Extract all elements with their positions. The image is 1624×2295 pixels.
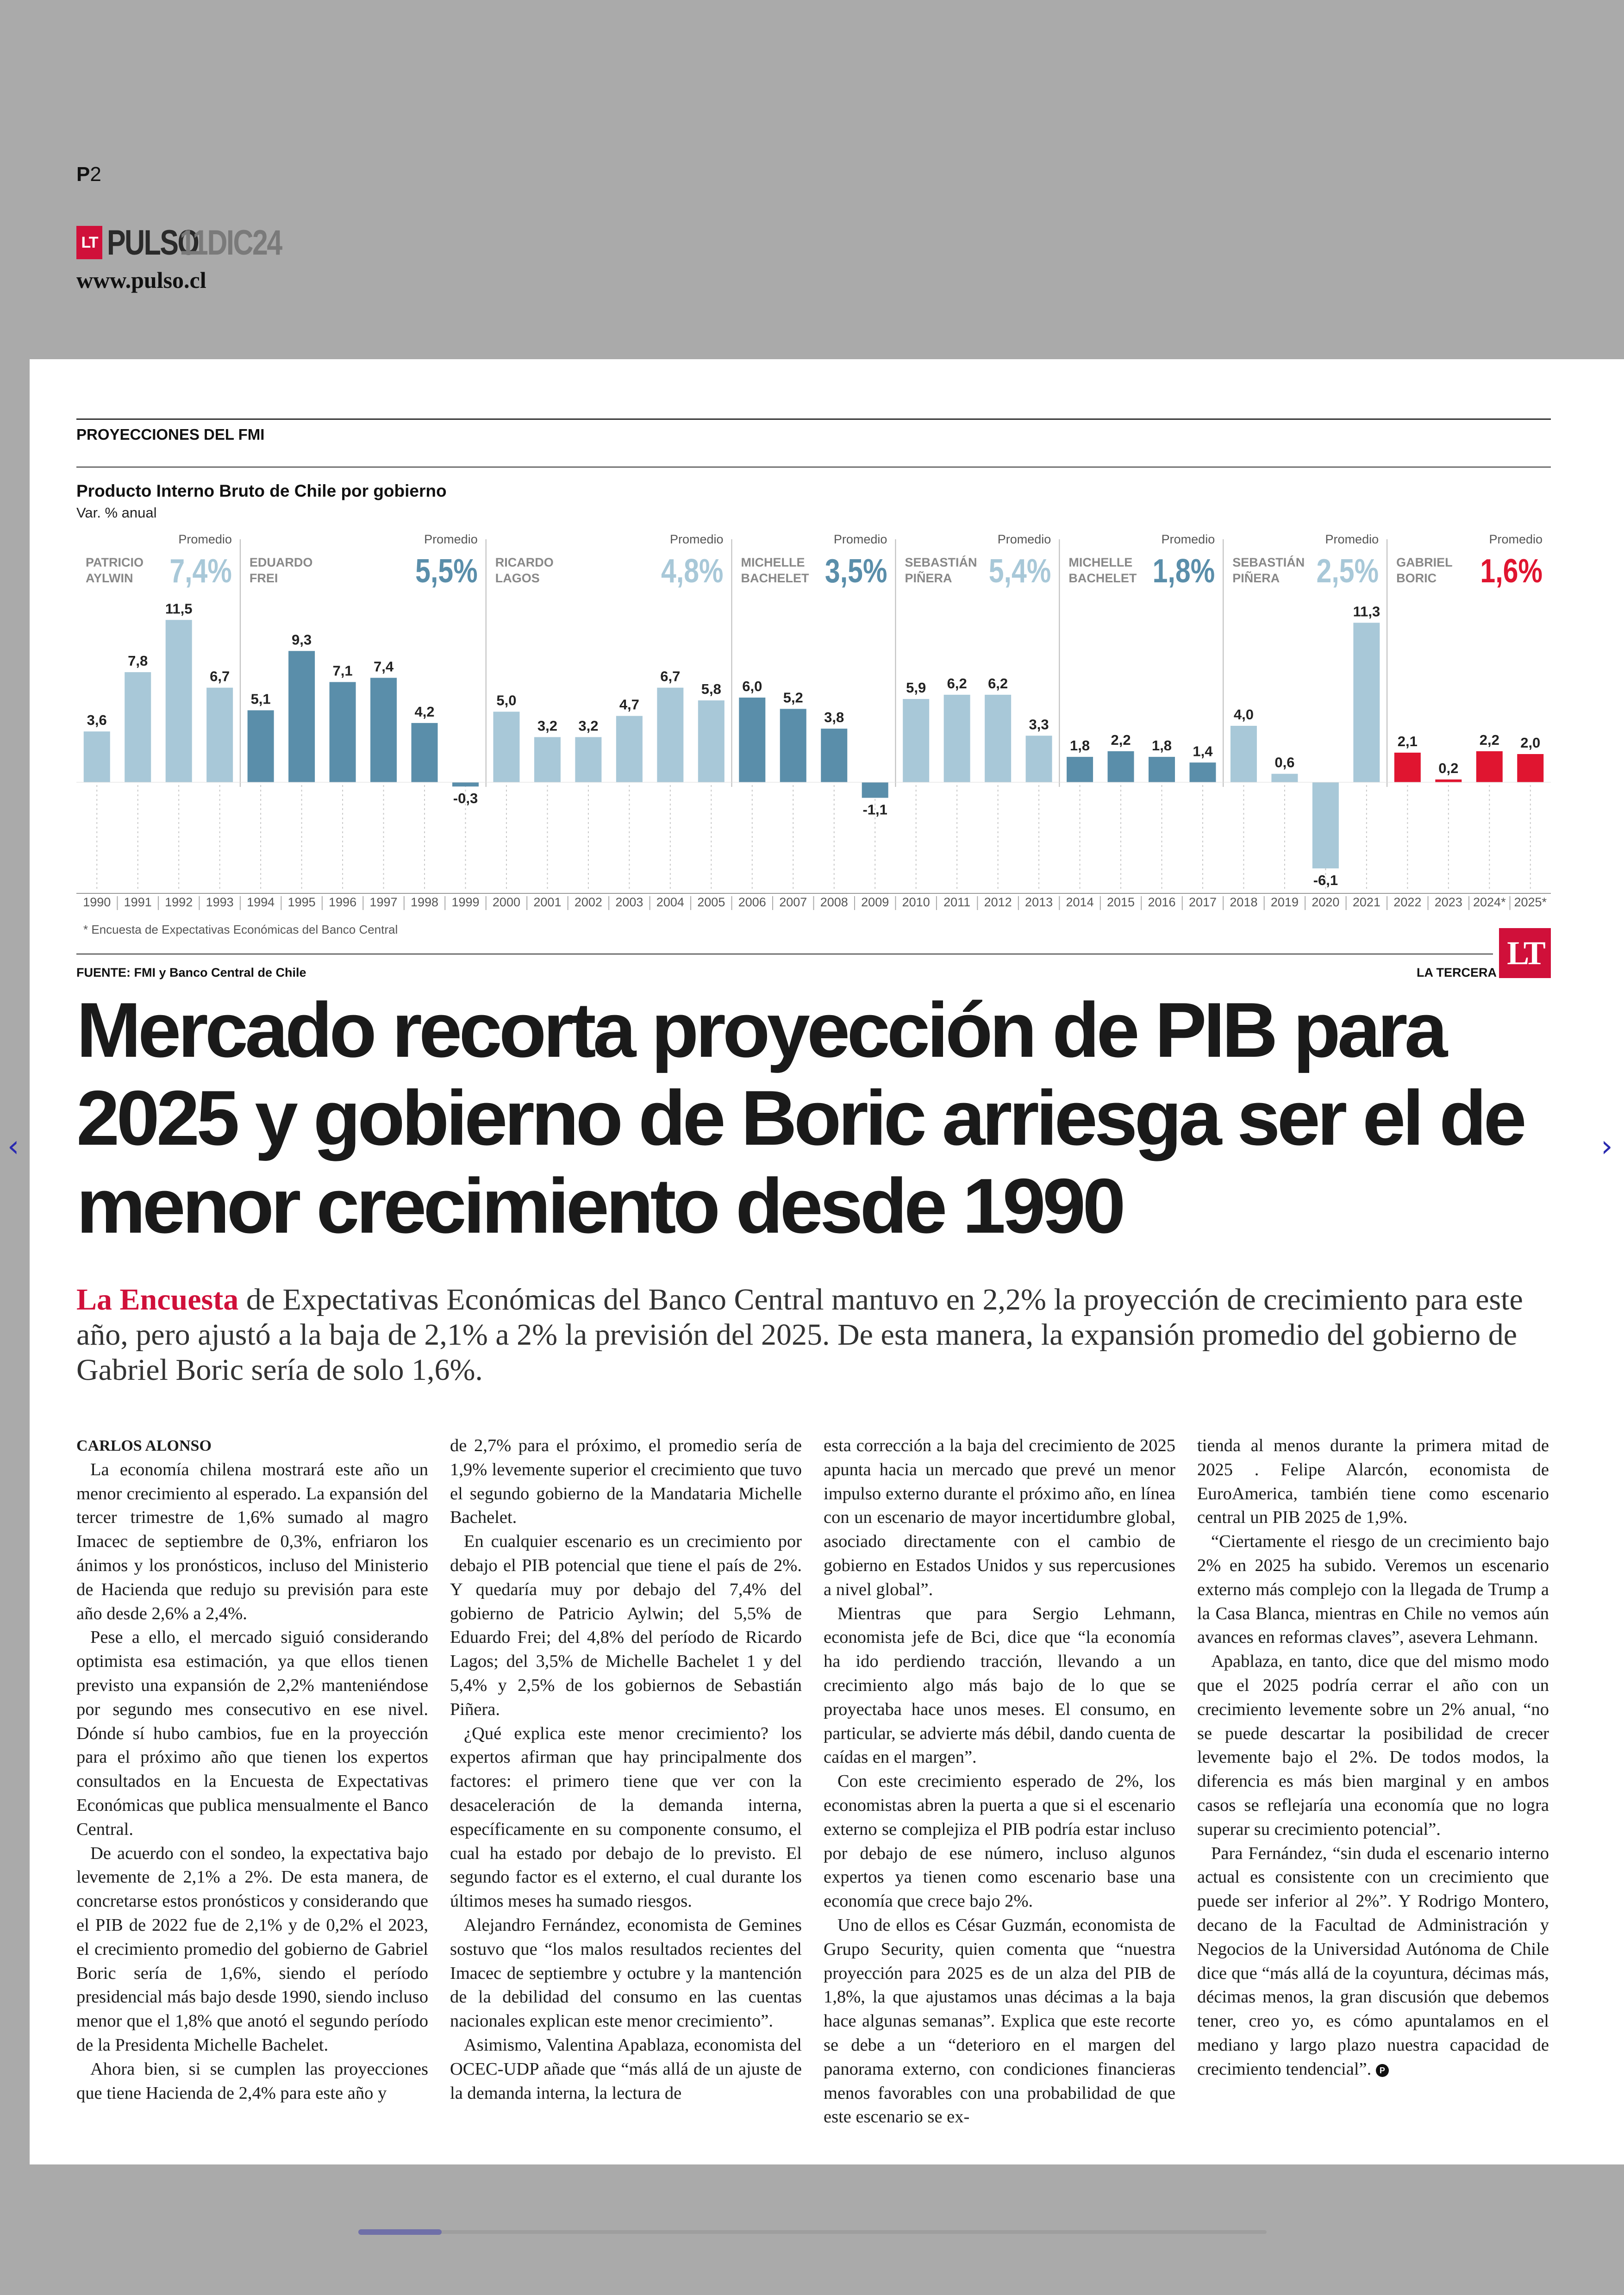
bar: [330, 682, 356, 782]
chart-footnote: * Encuesta de Expectativas Económicas del Banco Central: [83, 923, 398, 936]
government-name: SEBASTIÁN: [1232, 555, 1305, 569]
government-name: FREI: [249, 571, 278, 585]
headline: Mercado recorta proyección de PIB para 2025 y gobierno de Boric arriesga ser el de menor crecimiento desde 1990: [76, 986, 1524, 1249]
bar: [493, 712, 519, 783]
bar-value-label: 2,2: [1479, 731, 1499, 748]
paragraph: de 2,7% para el próximo, el promedio sería de 1,9% levemente superior el crecimiento que tuvo el segundo gobierno de la Mandataria Michelle Bachelet.: [450, 1436, 802, 1528]
x-tick-label: 1999: [451, 895, 480, 909]
chart-source: FUENTE: FMI y Banco Central de Chile: [76, 966, 306, 979]
bar-value-label: 7,8: [128, 653, 148, 669]
average-label: Promedio: [1489, 532, 1543, 546]
bar: [166, 620, 192, 782]
average-value: 5,5%: [415, 552, 478, 590]
average-label: Promedio: [833, 532, 887, 546]
x-tick-label: 2006: [738, 895, 766, 909]
x-tick-label: 2012: [984, 895, 1012, 909]
gdp-bar-chart: [76, 528, 1551, 917]
paragraph: En cualquier escenario es un crecimiento por debajo el PIB potencial que tiene el país de 2%. Y quedaría muy por debajo del 7,4% del gobierno de Patricio Aylwin; del 5,5% de Eduardo Frei; del 4,8% del período de Ricardo Lagos; del 3,5% de Michelle Bachelet 1 y del 5,4% y 2,5% de los gobiernos de Sebastián Piñera.: [450, 1532, 802, 1719]
x-tick-label: 2009: [861, 895, 889, 909]
government-name: GABRIEL: [1396, 555, 1453, 569]
bar: [657, 688, 683, 782]
page-scrollbar-thumb[interactable]: [358, 2229, 442, 2235]
bar: [780, 709, 806, 782]
bar: [248, 710, 274, 782]
previous-page-arrow-icon[interactable]: ‹: [7, 1129, 19, 1164]
chart-title: Producto Interno Bruto de Chile por gobierno: [76, 481, 447, 500]
bar: [616, 716, 643, 782]
page-number: P2: [76, 163, 101, 186]
x-tick-label: 2025*: [1514, 895, 1547, 909]
bar: [1026, 736, 1052, 782]
bar-value-label: 6,2: [988, 675, 1008, 692]
bar: [370, 678, 397, 782]
bar-value-label: 2,0: [1520, 735, 1541, 751]
bar: [1312, 782, 1339, 868]
section-rule-top: [76, 418, 1551, 420]
bar: [985, 695, 1011, 782]
bar-value-label: -6,1: [1313, 872, 1338, 889]
government-name: PIÑERA: [905, 571, 952, 585]
bar-value-label: 9,3: [292, 631, 312, 648]
x-tick-label: 2018: [1230, 895, 1258, 909]
chart-subtitle: Var. % anual: [76, 505, 157, 521]
average-label: Promedio: [1325, 532, 1379, 546]
x-tick-label: 2003: [615, 895, 643, 909]
bar-value-label: 5,8: [701, 681, 721, 698]
paragraph: Apablaza, en tanto, dice que del mismo modo que el 2025 podría cerrar el año con un crecimiento levemente sobre un 2% anual, “no se puede descartar la posibilidad de crecer levemente bajo el 2%. De todos modos, la diferencia es más bien marginal y en ambos casos se reflejaría una economía que no logra superar su crecimiento potencial”.: [1197, 1652, 1549, 1839]
average-value: 2,5%: [1316, 552, 1379, 590]
paragraph: Mientras que para Sergio Lehmann, economista jefe de Bci, dice que “la economía ha ido perdiendo tracción, llevando a un crecimiento algo más bajo de lo que se proyectaba hace unos meses. El consumo, en particular, se advierte más débil, dando cuenta de caídas en el margen”.: [824, 1603, 1175, 1767]
bar-value-label: 11,5: [165, 600, 193, 617]
bar: [698, 700, 725, 782]
lede: [76, 1282, 1553, 1388]
government-name: PATRICIO: [86, 555, 144, 569]
page-scrollbar-track[interactable]: [358, 2230, 1267, 2234]
section-rule-bottom: [76, 467, 1551, 468]
paragraph: esta corrección a la baja del crecimiento de 2025 apunta hacia un mercado que prevé un menor impulso externo durante el próximo año, en línea con un escenario de mayor incertidumbre global, asociado directamente con el cambio de gobierno en Estados Unidos y sus repercusiones a nivel global”.: [824, 1436, 1175, 1599]
x-tick-label: 2007: [779, 895, 807, 909]
average-label: Promedio: [997, 532, 1051, 546]
bar: [944, 695, 970, 782]
bar-value-label: 3,2: [578, 717, 599, 734]
average-value: 7,4%: [169, 552, 232, 590]
bar: [1435, 780, 1462, 782]
lt-logo: LT: [76, 226, 102, 259]
x-tick-label: 2010: [902, 895, 930, 909]
x-tick-label: 2015: [1107, 895, 1135, 909]
x-tick-label: 1995: [287, 895, 316, 909]
bar: [206, 688, 233, 782]
average-label: Promedio: [669, 532, 724, 546]
average-value: 5,4%: [988, 552, 1051, 590]
government-name: RICARDO: [495, 555, 554, 569]
bar-value-label: 7,1: [332, 662, 353, 679]
bar: [1149, 757, 1175, 782]
government-name: PIÑERA: [1232, 571, 1280, 585]
x-tick-label: 1990: [83, 895, 111, 909]
x-tick-label: 2004: [656, 895, 684, 909]
x-tick-label: 1991: [124, 895, 152, 909]
average-label: Promedio: [178, 532, 232, 546]
government-name: EDUARDO: [249, 555, 313, 569]
bar: [1189, 762, 1216, 782]
section-title: PROYECCIONES DEL FMI: [76, 426, 265, 443]
x-tick-label: 1992: [165, 895, 193, 909]
brand-name: LA TERCERA: [1417, 966, 1497, 979]
government-name: MICHELLE: [741, 555, 805, 569]
paragraph: Para Fernández, “sin duda el escenario interno actual es consistente con un crecimiento que puede ser inferior al 2%”. Y Rodrigo Montero, decano de la Facultad de Administración y Negocios de la Universidad Autónoma de Chile dice que “más allá de la coyuntura, décimas más, décimas menos, la gran discusión que debemos tener, creo yo, es cómo apuntalamos en el mediano y largo plazo nuestra capacidad de crecimiento tendencial”. P: [1197, 1843, 1549, 2079]
bar-value-label: 0,6: [1274, 754, 1295, 771]
bar: [739, 698, 765, 782]
x-tick-label: 1996: [329, 895, 357, 909]
x-tick-label: 2023: [1434, 895, 1462, 909]
average-label: Promedio: [424, 532, 478, 546]
paragraph: La economía chilena mostrará este año un menor crecimiento al esperado. La expansión del tercer trimestre de 1,6% sumado al magro Imacec de septiembre de 0,3%, enfriaron los ánimos y los pronósticos, incluso del Ministerio de Hacienda que redujo su previsión para este año desde 2,6% a 2,4%.: [76, 1459, 428, 1623]
bar-value-label: 5,9: [906, 680, 926, 696]
paragraph: Uno de ellos es César Guzmán, economista de Grupo Security, quien comenta que “nuestra proyección para 2025 es de un alza del PIB de 1,8%, la que ajustamos unas décimas a la baja hace algunas semanas”. Explica que este recorte se debe a un “deterioro en el margen del panorama externo, con condiciones financieras menos favorables con una probabilidad de que este escenario se ex-: [824, 1915, 1175, 2127]
bar-value-label: 4,7: [619, 696, 639, 713]
masthead: [76, 224, 307, 261]
paragraph: tienda al menos durante la primera mitad de 2025 . Felipe Alarcón, economista de EuroAmerica, también tiene como escenario central un PIB 2025 de 1,9%.: [1197, 1436, 1549, 1528]
bar-value-label: 7,4: [373, 658, 394, 675]
bar-value-label: 3,6: [87, 712, 107, 729]
government-name: SEBASTIÁN: [905, 555, 977, 569]
bar: [125, 672, 151, 782]
x-tick-label: 2024*: [1473, 895, 1506, 909]
bar: [288, 651, 315, 782]
bar-value-label: 6,7: [210, 668, 230, 685]
x-tick-label: 2016: [1148, 895, 1176, 909]
x-tick-label: 2001: [533, 895, 562, 909]
paragraph: Ahora bien, si se cumplen las proyecciones que tiene Hacienda de 2,4% para este año y: [76, 2059, 428, 2103]
x-tick-label: 1997: [369, 895, 398, 909]
government-name: LAGOS: [495, 571, 540, 585]
lede-lead: La Encuesta: [76, 1283, 239, 1316]
bar: [1230, 726, 1257, 782]
bar: [1353, 623, 1380, 782]
bar-value-label: 2,1: [1397, 733, 1418, 749]
bar-value-label: 1,8: [1070, 737, 1090, 754]
bar: [84, 731, 110, 782]
bar-value-label: 4,2: [414, 703, 435, 720]
bar-value-label: 2,2: [1111, 731, 1131, 748]
bar-value-label: 1,4: [1193, 743, 1213, 760]
bar-value-label: -1,1: [862, 801, 887, 818]
bar-value-label: 5,2: [783, 689, 803, 706]
article-column-2: [450, 1434, 802, 2105]
article-column-1: [76, 1434, 428, 2105]
government-name: AYLWIN: [86, 571, 133, 585]
end-mark-icon: P: [1376, 2064, 1389, 2077]
bar: [1271, 774, 1298, 782]
paragraph: Alejandro Fernández, economista de Gemines sostuvo que “los malos resultados recientes del Imacec de septiembre y octubre y la mantención de la debilidad del consumo en las cuentas nacionales explican este menor crecimiento”.: [450, 1915, 802, 2031]
bar: [1476, 751, 1503, 782]
next-page-arrow-icon[interactable]: ›: [1601, 1129, 1613, 1164]
paragraph: Pese a ello, el mercado siguió considerando optimista esa estimación, ya que ellos tienen previsto una expansión de 2,2% manteniéndose por segundo mes consecutivo en ese nivel. Dónde sí hubo cambios, fue en la proyección para el próximo año que tienen los expertos consultados en la Encuesta de Expectativas Económicas que publica mensualmente el Banco Central.: [76, 1628, 428, 1839]
bar-value-label: 5,1: [250, 691, 271, 707]
paragraph: Con este crecimiento esperado de 2%, los economistas abren la puerta a que si el escenario externo se complejiza el PIB podría estar incluso por debajo de ese número, incluso algunos expertos ya tienen como escenario base una economía que crece bajo 2%.: [824, 1771, 1175, 1911]
bar-value-label: -0,3: [453, 790, 478, 807]
average-value: 1,6%: [1480, 552, 1543, 590]
paragraph: De acuerdo con el sondeo, la expectativa bajo levemente de 2,1% a 2%. De esta manera, de concretarse estos pronósticos y considerando que el PIB de 2022 fue de 2,1% y de 0,2% el 2023, el crecimiento promedio del gobierno de Gabriel Boric sería de 1,6%, siendo el período presidencial más bajo desde 1990, siendo incluso menor que el 1,8% que anotó el segundo período de la Presidenta Michelle Bachelet.: [76, 1843, 428, 2055]
bar-value-label: 0,2: [1438, 760, 1459, 776]
government-name: MICHELLE: [1068, 555, 1133, 569]
paragraph: Asimismo, Valentina Apablaza, economista del OCEC-UDP añade que “más allá de un ajuste de la demanda interna, la lectura de: [450, 2035, 802, 2103]
bar: [1108, 751, 1134, 782]
bar: [534, 737, 561, 782]
paragraph: ¿Qué explica este menor crecimiento? los expertos afirman que hay principalmente dos factores: el primero tiene que ver con la desaceleración de la demanda interna, específicamente en su componente consumo, el cual ha estado por debajo de lo previsto. El segundo factor es el externo, el cual durante los últimos meses ha sumado riesgos.: [450, 1723, 802, 1911]
x-tick-label: 2008: [820, 895, 848, 909]
lede-text: de Expectativas Económicas del Banco Central mantuvo en 2,2% la proyección de crecimiento para este año, pero ajustó a la baja de 2,1% a 2% la previsión del 2025. De esta manera, la expansión promedio del gobierno de Gabriel Boric sería de solo 1,6%.: [76, 1283, 1523, 1387]
x-tick-label: 2013: [1025, 895, 1053, 909]
bar: [821, 729, 847, 782]
x-tick-label: 1994: [247, 895, 275, 909]
average-value: 3,5%: [824, 552, 887, 590]
bar: [412, 723, 438, 782]
bar: [862, 782, 888, 798]
bar-value-label: 6,2: [947, 675, 967, 692]
x-tick-label: 2022: [1393, 895, 1422, 909]
x-tick-label: 2000: [492, 895, 520, 909]
government-name: BACHELET: [741, 571, 809, 585]
x-tick-label: 2017: [1188, 895, 1217, 909]
bar-value-label: 6,0: [742, 678, 762, 694]
x-tick-label: 2020: [1312, 895, 1340, 909]
x-tick-label: 1993: [206, 895, 234, 909]
average-label: Promedio: [1161, 532, 1215, 546]
x-tick-label: 2011: [943, 895, 971, 909]
article-column-4: [1197, 1434, 1549, 2082]
la-tercera-logo: LT: [1499, 928, 1551, 978]
x-tick-label: 2021: [1352, 895, 1380, 909]
x-tick-label: 2002: [574, 895, 602, 909]
website-link[interactable]: www.pulso.cl: [76, 267, 206, 293]
masthead-name: PULSO: [107, 223, 199, 262]
bar-value-label: 11,3: [1353, 603, 1380, 620]
bar-value-label: 6,7: [660, 668, 681, 685]
x-tick-label: 2014: [1066, 895, 1094, 909]
bar-value-label: 3,8: [824, 709, 844, 726]
x-tick-label: 2019: [1270, 895, 1299, 909]
byline: CARLOS ALONSO: [76, 1437, 212, 1454]
bar: [903, 699, 929, 782]
bar-value-label: 5,0: [496, 692, 517, 709]
bar-value-label: 3,3: [1029, 716, 1049, 733]
government-name: BORIC: [1396, 571, 1437, 585]
masthead-date: 11DIC24: [179, 223, 281, 262]
article-column-3: [824, 1434, 1175, 2129]
bar: [575, 737, 601, 782]
average-value: 1,8%: [1152, 552, 1215, 590]
government-name: BACHELET: [1068, 571, 1137, 585]
x-tick-label: 2005: [697, 895, 725, 909]
x-tick-label: 1998: [410, 895, 439, 909]
average-value: 4,8%: [661, 552, 724, 590]
bar: [1394, 753, 1421, 782]
bar-value-label: 1,8: [1151, 737, 1172, 754]
bar: [1517, 754, 1543, 782]
bar: [1067, 757, 1093, 782]
bar: [452, 782, 479, 786]
bar-value-label: 4,0: [1233, 706, 1254, 723]
paragraph: “Ciertamente el riesgo de un crecimiento bajo 2% en 2025 ha subido. Veremos un escenario externo más complejo con la llegada de Trump a la Casa Blanca, mientras en Chile no vemos aún avances en reformas claves”, asevera Lehmann.: [1197, 1532, 1549, 1647]
bar-value-label: 3,2: [537, 717, 557, 734]
